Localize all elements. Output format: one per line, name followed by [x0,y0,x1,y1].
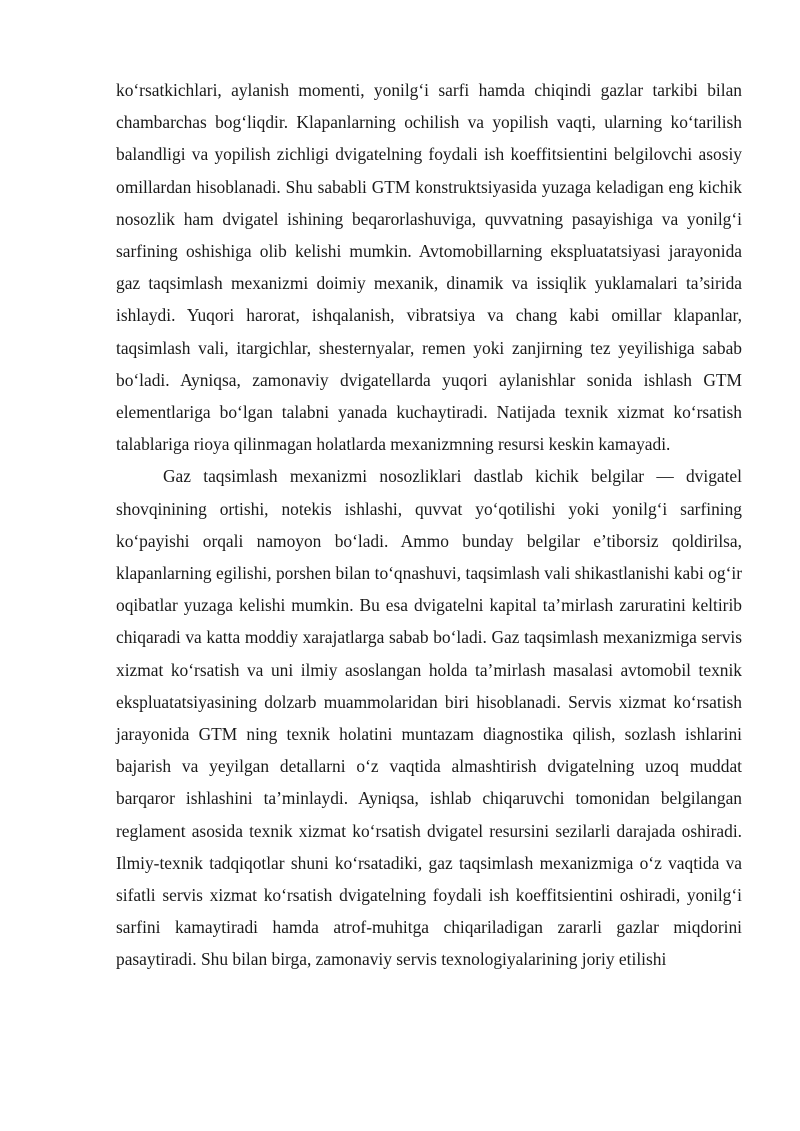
paragraph-1: ko‘rsatkichlari, aylanish momenti, yonilg‘i sarfi hamda chiqindi gazlar tarkibi bilan chambarchas bog‘liqdir. Klapanlarning ochilish va yopilish vaqti, ularning ko‘tarilish balandligi va yopilish zichligi dvigatelning foydali ish koeffitsientini belgilovchi asosiy omillardan hisoblanadi. Shu sababli GTM konstruktsiyasida yuzaga keladigan eng kichik nosozlik ham dvigatel ishining beqarorlashuviga, quvvatning pasayishiga va yonilg‘i sarfining oshishiga olib kelishi mumkin. Avtomobillarning ekspluatatsiyasi jarayonida gaz taqsimlash mexanizmi doimiy mexanik, dinamik va issiqlik yuklamalari ta’sirida ishlaydi. Yuqori harorat, ishqalanish, vibratsiya va chang kabi omillar klapanlar, taqsimlash vali, itargichlar, shesternyalar, remen yoki zanjirning tez yeyilishiga sabab bo‘ladi. Ayniqsa, zamonaviy dvigatellarda yuqori aylanishlar sonida ishlash GTM elementlariga bo‘lgan talabni yanada kuchaytiradi. Natijada texnik xizmat ko‘rsatish talablariga rioya qilinmagan holatlarda mexanizmning resursi keskin kamayadi. [116,80,742,455]
paragraph-2: Gaz taqsimlash mexanizmi nosozliklari dastlab kichik belgilar — dvigatel shovqinining ortishi, notekis ishlashi, quvvat yo‘qotilishi yoki yonilg‘i sarfining ko‘payishi orqali namoyon bo‘ladi. Ammo bunday belgilar e’tiborsiz qoldirilsa, klapanlarning egilishi, porshen bilan to‘qnashuvi, taqsimlash vali shikastlanishi kabi og‘ir oqibatlar yuzaga kelishi mumkin. Bu esa dvigatelni kapital ta’mirlash zaruratini keltirib chiqaradi va katta moddiy xarajatlarga sabab bo‘ladi. Gaz taqsimlash mexanizmiga servis xizmat ko‘rsatish va uni ilmiy asoslangan holda ta’mirlash masalasi avtomobil texnik ekspluatatsiyasining dolzarb muammolaridan biri hisoblanadi. Servis xizmat ko‘rsatish jarayonida GTM ning texnik holatini muntazam diagnostika qilish, sozlash ishlarini bajarish va yeyilgan detallarni o‘z vaqtida almashtirish dvigatelning uzoq muddat barqaror ishlashini ta’minlaydi. Ayniqsa, ishlab chiqaruvchi tomonidan belgilangan reglament asosida texnik xizmat ko‘rsatish dvigatel resursini sezilarli darajada oshiradi. Ilmiy-texnik tadqiqotlar shuni ko‘rsatadiki, gaz taqsimlash mexanizmiga o‘z vaqtida va sifatli servis xizmat ko‘rsatish dvigatelning foydali ish koeffitsientini oshiradi, yonilg‘i sarfini kamaytiradi hamda atrof-muhitga chiqariladigan zararli gazlar miqdorini pasaytiradi. Shu bilan birga, zamonaviy servis texnologiyalarining joriy etilishi [116,466,742,970]
body-text [116,74,742,976]
